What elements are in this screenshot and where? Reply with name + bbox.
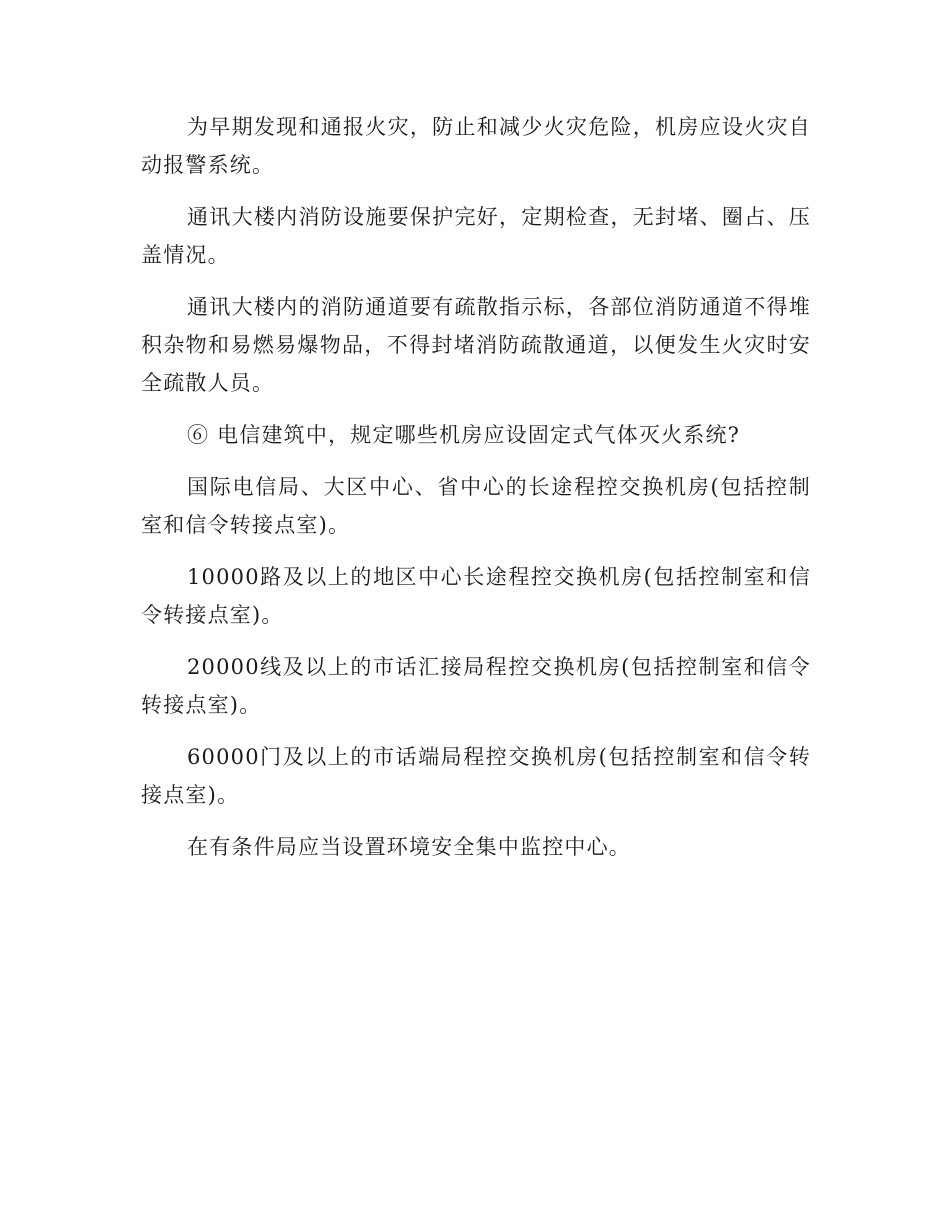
paragraph-fire-passage: 通讯大楼内的消防通道要有疏散指示标，各部位消防通道不得堆积杂物和易燃易爆物品，不得封堵消防疏散通道，以便发生火灾时安全疏散人员。 xyxy=(141,295,811,395)
paragraph-international-bureau: 国际电信局、大区中心、省中心的长途程控交换机房(包括控制室和信令转接点室)。 xyxy=(141,475,811,537)
document-body xyxy=(141,108,811,880)
paragraph-monitoring-center: 在有条件局应当设置环境安全集中监控中心。 xyxy=(187,835,631,859)
paragraph-20000-lines: 20000线及以上的市话汇接局程控交换机房(包括控制室和信令转接点室)。 xyxy=(141,655,811,717)
paragraph-fire-alarm: 为早期发现和通报火灾，防止和减少火灾危险，机房应设火灾自动报警系统。 xyxy=(141,115,811,177)
paragraph-question-gas-extinguishing: ⑥ 电信建筑中，规定哪些机房应设固定式气体灭火系统? xyxy=(187,423,741,447)
paragraph-60000-gates: 60000门及以上的市话端局程控交换机房(包括控制室和信令转接点室)。 xyxy=(141,745,811,807)
paragraph-fire-facilities: 通讯大楼内消防设施要保护完好，定期检查，无封堵、圈占、压盖情况。 xyxy=(141,205,811,267)
paragraph-10000-routes: 10000路及以上的地区中心长途程控交换机房(包括控制室和信令转接点室)。 xyxy=(141,565,811,627)
